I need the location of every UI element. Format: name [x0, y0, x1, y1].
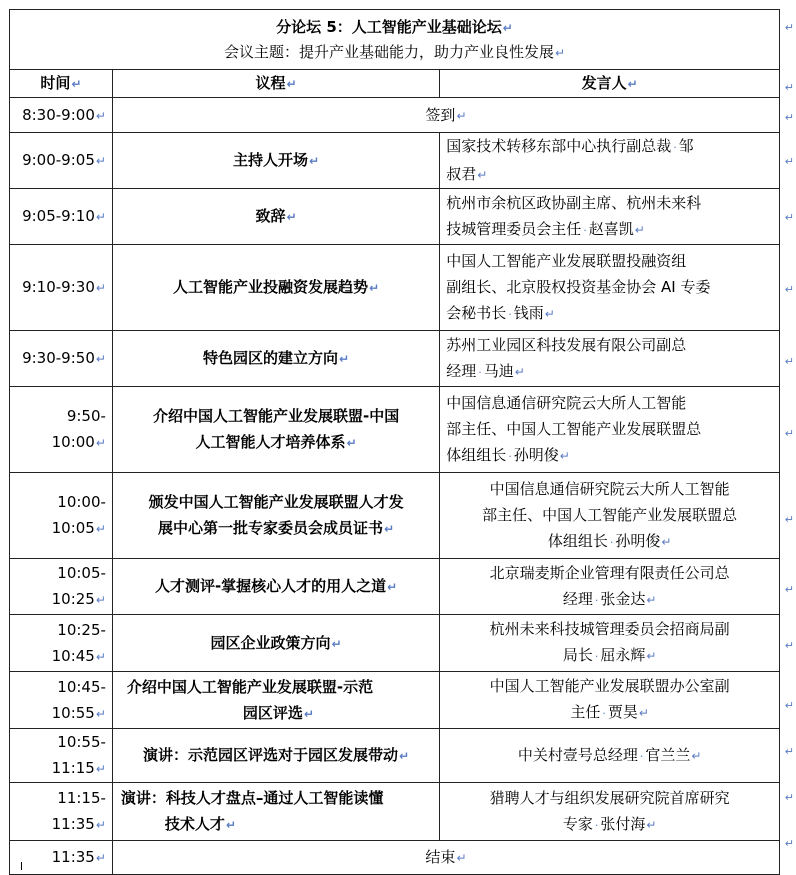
time-cell[interactable]: 9:50-10:00↵	[10, 387, 113, 473]
speaker-cell[interactable]: 国家技术转移东部中心执行副总裁 · 邹 叔君↵	[440, 133, 780, 189]
time-cell[interactable]: 10:25-10:45↵	[10, 615, 113, 672]
topic-cell[interactable]: 演讲：示范园区评选对于园区发展带动↵	[112, 729, 439, 783]
speaker-cell[interactable]: 中国信息通信研究院云大所人工智能 部主任、中国人工智能产业发展联盟总 体组组长 · 孙明俊↵	[440, 473, 780, 559]
agenda-table	[9, 9, 780, 875]
time-cell[interactable]: 9:05-9:10↵	[10, 189, 113, 245]
header-row	[10, 70, 780, 98]
row-end-marker: ↵	[784, 283, 794, 296]
table-row	[10, 783, 780, 841]
topic-cell[interactable]: 致辞↵	[112, 189, 439, 245]
row-end-marker: ↵	[784, 111, 794, 124]
topic-cell[interactable]: 园区企业政策方向↵	[112, 615, 439, 672]
table-row	[10, 98, 780, 133]
time-cell[interactable]: 10:05-10:25↵	[10, 559, 113, 615]
table-row	[10, 473, 780, 559]
time-cell[interactable]: 9:10-9:30↵	[10, 245, 113, 331]
speaker-cell[interactable]: 杭州市余杭区政协副主席、杭州未来科 技城管理委员会主任 · 赵喜凯↵	[440, 189, 780, 245]
table-row	[10, 133, 780, 189]
row-end-marker: ↵	[784, 745, 794, 758]
forum-title: 分论坛 5：人工智能产业基础论坛	[276, 17, 502, 36]
time-cell[interactable]: 9:00-9:05↵	[10, 133, 113, 189]
time-cell[interactable]: 10:45-10:55↵	[10, 672, 113, 729]
row-end-marker: ↵	[784, 583, 794, 596]
topic-cell[interactable]: 特色园区的建立方向↵	[112, 331, 439, 387]
topic-cell[interactable]: 签到↵	[112, 98, 779, 133]
table-row	[10, 559, 780, 615]
time-cell[interactable]: 10:00-10:05↵	[10, 473, 113, 559]
table-row	[10, 331, 780, 387]
header-speaker[interactable]: 发言人↵	[440, 70, 780, 98]
row-end-marker: ↵	[784, 699, 794, 712]
speaker-cell[interactable]: 中国人工智能产业发展联盟投融资组 副组长、北京股权投资基金协会 AI 专委 会秘书长 · 钱雨↵	[440, 245, 780, 331]
row-end-marker: ↵	[784, 21, 794, 34]
title-cell[interactable]: 分论坛 5：人工智能产业基础论坛↵ 会议主题：提升产业基础能力，助力产业良性发展↵	[10, 10, 780, 70]
header-time[interactable]: 时间↵	[10, 70, 113, 98]
table-row	[10, 615, 780, 672]
table-row	[10, 245, 780, 331]
header-topic[interactable]: 议程↵	[112, 70, 439, 98]
time-cell[interactable]: 9:30-9:50↵	[10, 331, 113, 387]
topic-cell[interactable]: 演讲：科技人才盘点–通过人工智能读懂 技术人才↵	[112, 783, 439, 841]
table-row	[10, 189, 780, 245]
row-end-marker: ↵	[784, 791, 794, 804]
speaker-cell[interactable]: 杭州未来科技城管理委员会招商局副 局长 · 屈永辉↵	[440, 615, 780, 672]
row-end-marker: ↵	[784, 355, 794, 368]
speaker-cell[interactable]: 中关村壹号总经理 · 官兰兰↵	[440, 729, 780, 783]
speaker-cell[interactable]: 中国信息通信研究院云大所人工智能 部主任、中国人工智能产业发展联盟总 体组组长 · 孙明俊↵	[440, 387, 780, 473]
row-end-marker: ↵	[784, 155, 794, 168]
time-cell[interactable]: 11:15-11:35↵	[10, 783, 113, 841]
speaker-cell[interactable]: 猎聘人才与组织发展研究院首席研究 专家 · 张付海↵	[440, 783, 780, 841]
table-row	[10, 841, 780, 875]
speaker-cell[interactable]: 中国人工智能产业发展联盟办公室副 主任 · 贾昊↵	[440, 672, 780, 729]
row-end-marker: ↵	[784, 837, 794, 850]
agenda-document	[9, 9, 780, 875]
topic-cell[interactable]: 颁发中国人工智能产业发展联盟人才发 展中心第一批专家委员会成员证书↵	[112, 473, 439, 559]
table-row	[10, 672, 780, 729]
time-cell[interactable]: 10:55-11:15↵	[10, 729, 113, 783]
topic-cell[interactable]: 人工智能产业投融资发展趋势↵	[112, 245, 439, 331]
text-cursor	[21, 862, 22, 870]
row-end-marker: ↵	[784, 513, 794, 526]
topic-cell[interactable]: 主持人开场↵	[112, 133, 439, 189]
time-cell[interactable]: 8:30-9:00↵	[10, 98, 113, 133]
row-end-marker: ↵	[784, 427, 794, 440]
table-row	[10, 387, 780, 473]
row-end-marker: ↵	[784, 81, 794, 94]
speaker-cell[interactable]: 北京瑞麦斯企业管理有限责任公司总 经理 · 张金达↵	[440, 559, 780, 615]
speaker-cell[interactable]: 苏州工业园区科技发展有限公司副总 经理 · 马迪↵	[440, 331, 780, 387]
topic-cell[interactable]: 介绍中国人工智能产业发展联盟-示范 园区评选↵	[112, 672, 439, 729]
time-cell[interactable]: 11:35↵	[10, 841, 113, 875]
table-row	[10, 729, 780, 783]
row-end-marker: ↵	[784, 211, 794, 224]
topic-cell[interactable]: 结束↵	[112, 841, 779, 875]
forum-theme: 会议主题：提升产业基础能力，助力产业良性发展	[223, 42, 554, 61]
topic-cell[interactable]: 人才测评-掌握核心人才的用人之道↵	[112, 559, 439, 615]
row-end-marker: ↵	[784, 639, 794, 652]
title-row	[10, 10, 780, 70]
topic-cell[interactable]: 介绍中国人工智能产业发展联盟-中国 人工智能人才培养体系↵	[112, 387, 439, 473]
